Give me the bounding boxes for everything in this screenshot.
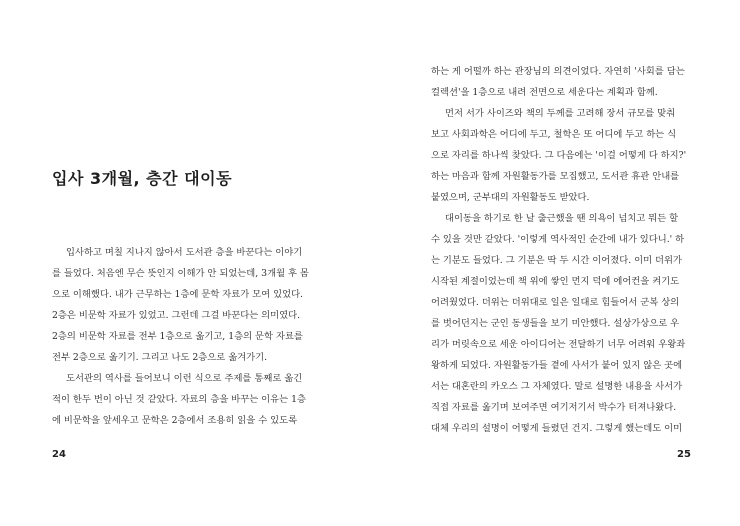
- right-body-text: [431, 61, 696, 439]
- text-line: 대체 우리의 설명이 어떻게 들렸던 건지. 그렇게 했는데도 이미: [431, 423, 683, 434]
- text-line: 전부 2층으로 옮기기. 그리고 나도 2층으로 옮겨가기.: [52, 352, 268, 363]
- chapter-title: 입사 3개월, 층간 대이동: [52, 169, 233, 188]
- text-line: 는 기분도 들었다. 그 기분은 딱 두 시간 이어졌다. 이미 더위가: [431, 255, 683, 266]
- text-line: 서는 대혼란의 카오스 그 자체였다. 말로 설명한 내용을 사서가: [431, 381, 683, 392]
- text-line: 으로 자리를 하나씩 찾았다. 그 다음에는 '이걸 어떻게 다 하지?': [431, 150, 687, 161]
- right-page: [370, 0, 740, 526]
- text-line: 2층의 비문학 자료를 전부 1층으로 옮기고, 1층의 문학 자료를: [52, 331, 303, 342]
- text-line: 보고 사회과학은 어디에 두고, 철학은 또 어디에 두고 하는 식: [431, 129, 677, 140]
- text-line: 수 있을 것만 같았다. '이렇게 역사적인 순간에 내가 있다니.' 하: [431, 234, 685, 245]
- text-line: 입사하고 며칠 지나지 않아서 도서관 층을 바꾼다는 이야기: [66, 247, 303, 258]
- text-line: 먼저 서가 사이즈와 책의 두께를 고려해 장서 규모를 맞춰: [445, 108, 676, 119]
- text-line: 도서관의 역사를 들어보니 이런 식으로 주제를 통째로 옮긴: [66, 373, 303, 384]
- text-line: 왕하게 되었다. 자원활동가들 곁에 사서가 붙어 있지 않은 곳에: [431, 360, 683, 371]
- text-line: 어려웠었다. 더위는 더위대로 일은 일대로 힘들어서 군복 상의: [431, 297, 680, 308]
- text-line: 를 들었다. 처음엔 무슨 뜻인지 이해가 안 되었는데, 3개월 후 몸: [52, 268, 309, 279]
- text-line: 2층은 비문학 자료가 있었고. 그런데 그걸 바꾼다는 의미였다.: [52, 310, 301, 321]
- text-line: 으로 이해했다. 내가 근무하는 1층에 문학 자료가 모여 있었다.: [52, 289, 304, 300]
- text-line: 리가 머릿속으로 세운 아이디어는 전달하기 너무 어려워 우왕좌: [431, 339, 686, 350]
- text-line: 시작된 계절이었는데 책 위에 쌓인 먼지 덕에 에어컨을 켜기도: [431, 276, 680, 287]
- text-line: 적이 한두 번이 아닌 것 같았다. 자료의 층을 바꾸는 이유는 1층: [52, 394, 306, 405]
- text-line: 를 벗어던지는 군인 동생들을 보기 미안했다. 설상가상으로 우: [431, 318, 680, 329]
- text-line: 컬렉션'을 1층으로 내려 전면으로 세운다는 계획과 함께.: [431, 87, 658, 98]
- text-line: 붙였으며, 군부대의 자원활동도 받았다.: [431, 192, 590, 203]
- text-line: 하는 게 어떨까 하는 관장님의 의견이었다. 자연히 '사회를 담는: [431, 66, 685, 77]
- page-number-left: 24: [52, 449, 66, 460]
- text-line: 직접 자료를 옮기며 보여주면 여기저기서 박수가 터져나왔다.: [431, 402, 677, 413]
- left-body-text: [52, 242, 318, 431]
- page-number-right: 25: [677, 449, 691, 460]
- text-line: 에 비문학을 앞세우고 문학은 2층에서 조용히 읽을 수 있도록: [52, 415, 298, 426]
- text-line: 대이동을 하기로 한 날 출근했을 땐 의욕이 넘치고 뭐든 할: [445, 213, 679, 224]
- text-line: 하는 마음과 함께 자원활동가를 모집했고, 도서관 휴관 안내를: [431, 171, 680, 182]
